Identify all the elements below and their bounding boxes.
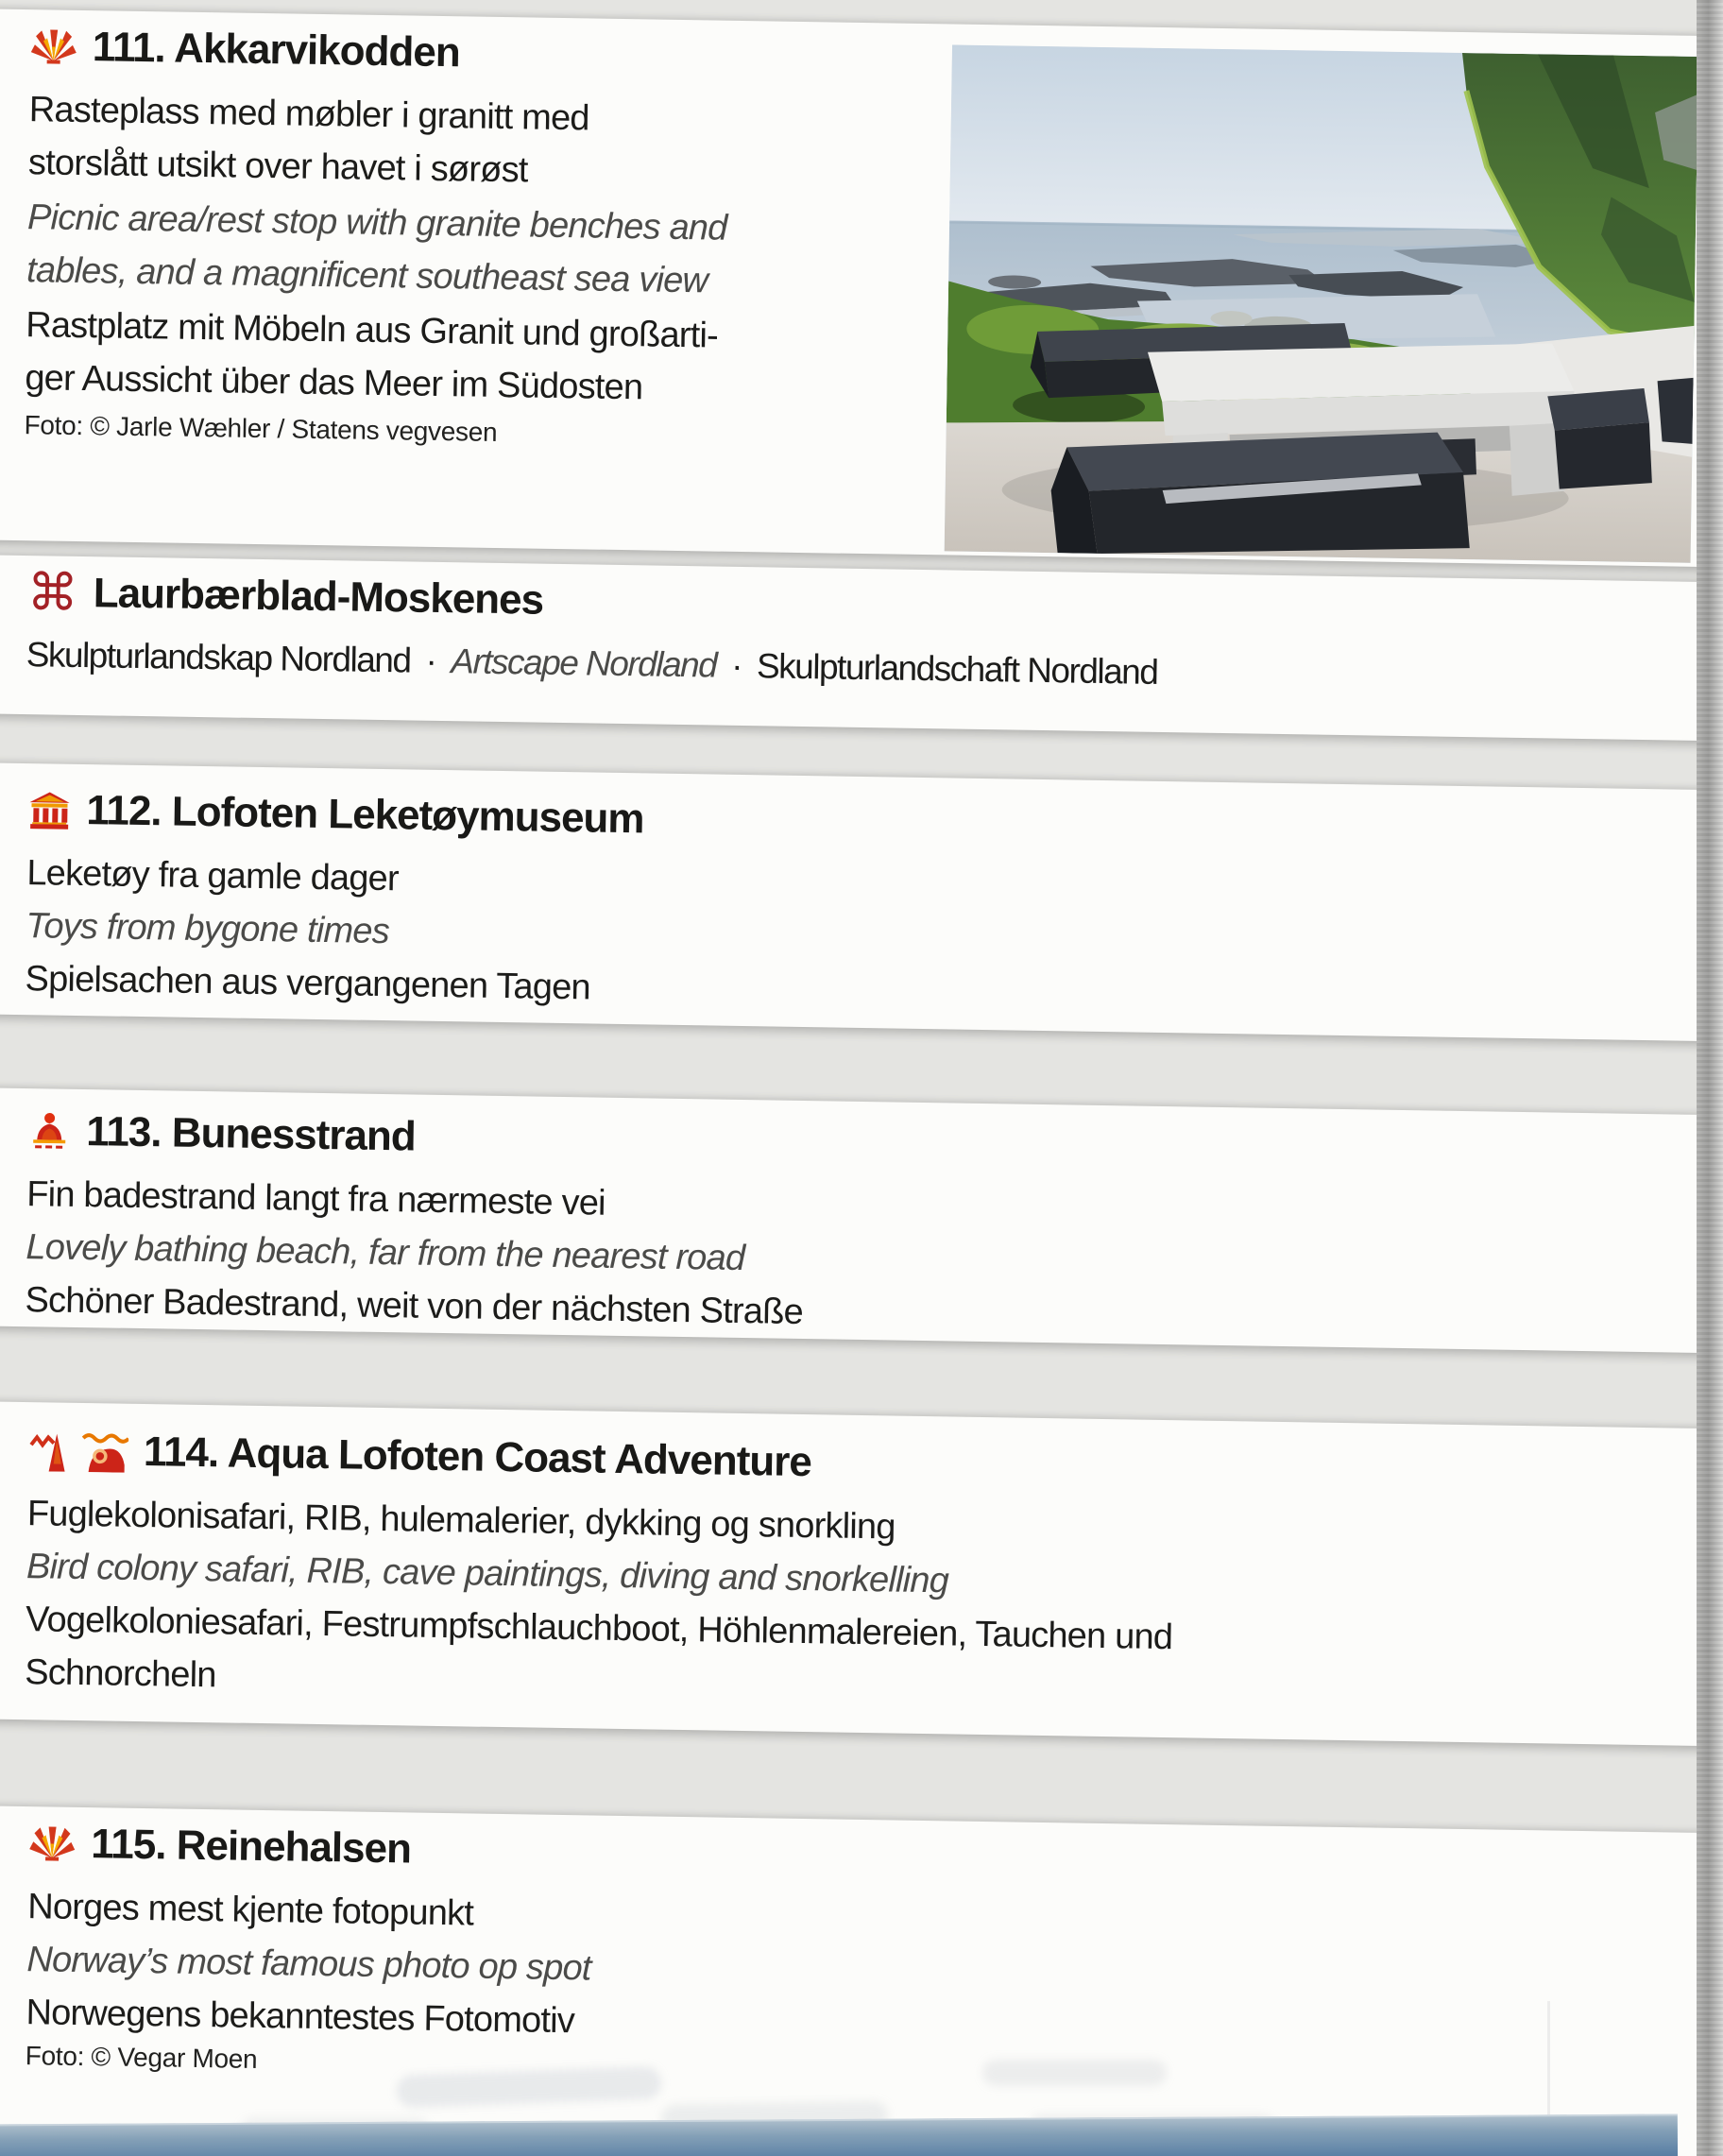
museum-temple-icon [27,790,72,830]
text-german: Spielsachen aus vergangenen Tagen [25,959,591,1008]
heritage-site-knot-icon: ⌘ [26,562,79,623]
section-card-laurbaerblad [0,555,1723,741]
text-norwegian: Rasteplass med møbler i granitt med storslått utsikt over havet i sørøst [27,90,590,191]
text-german: Skulpturlandschaft Nordland [756,646,1158,692]
rest-area-landscape-photo [945,44,1698,562]
ghost-showthrough [982,2060,1167,2086]
section-card-112 [0,762,1723,1041]
text-english: Picnic area/rest stop with granite benches and tables, and a magnificent southeast sea view [26,197,727,301]
text-english: Artscape Nordland [451,642,717,685]
attraction-title: 115. Reinehalsen [90,1821,412,1873]
text-norwegian: Fin badestrand langt fra nærmeste vei [26,1174,606,1223]
attraction-title: 112. Lofoten Leketøymuseum [86,787,644,843]
attraction-title: 111. Akkarvikodden [92,24,461,77]
text-norwegian: Skulpturlandskap Nordland [26,635,411,680]
separator-dot: · [425,641,436,680]
section-card-111 [0,9,1723,567]
text-norwegian: Fuglekolonisafari, RIB, hulemalerier, dykking og snorkling [26,1494,896,1548]
diving-snorkelling-icon [81,1430,129,1473]
scenic-viewpoint-sunburst-icon [28,1822,77,1865]
attraction-title: 113. Bunesstrand [85,1108,417,1160]
section-head [28,1820,411,1873]
attraction-title: Laurbærblad-Moskenes [93,570,544,624]
bird-colony-cliff-icon [28,1429,67,1472]
scenic-viewpoint-sunburst-icon [30,26,78,68]
section-card-114 [0,1401,1723,1746]
text-english: Toys from bygone times [26,906,390,952]
section-card-113 [0,1087,1723,1353]
text-german: Norwegens bekanntestes Fotomotiv [26,1993,575,2042]
attraction-title: 114. Aqua Lofoten Coast Adventure [143,1429,812,1486]
section-head [26,562,544,626]
scan-edge-band [1697,0,1723,2156]
bathing-place-icon [27,1111,72,1152]
separator-dot: · [730,645,742,686]
text-german: Schöner Badestrand, weit von der nächsten Straße [25,1280,804,1333]
text-english: Bird colony safari, RIB, cave paintings, diving and snorkelling [26,1547,949,1601]
text-english: Norway’s most famous photo op spot [26,1940,591,1989]
subtitle-line [26,635,1157,693]
section-head [30,23,461,77]
text-english: Lovely bathing beach, far from the nearest road [26,1227,745,1279]
section-head [27,1107,416,1160]
text-norwegian: Norges mest kjente fotopunkt [26,1887,474,1934]
photo-credit: Foto: © Jarle Wæhler / Statens vegvesen [24,410,498,447]
photo-credit: Foto: © Vegar Moen [25,2041,258,2074]
text-german: Vogelkoloniesafari, Festrumpfschlauchboot, Höhlenmalereien, Tauchen und Schnorcheln [24,1600,1173,1696]
section-head [27,786,644,843]
text-german: Rastplatz mit Möbeln aus Granit und großarti- ger Aussicht über das Meer im Südosten [25,305,719,408]
section-head [28,1427,812,1486]
text-norwegian: Leketøy fra gamle dager [26,853,400,899]
